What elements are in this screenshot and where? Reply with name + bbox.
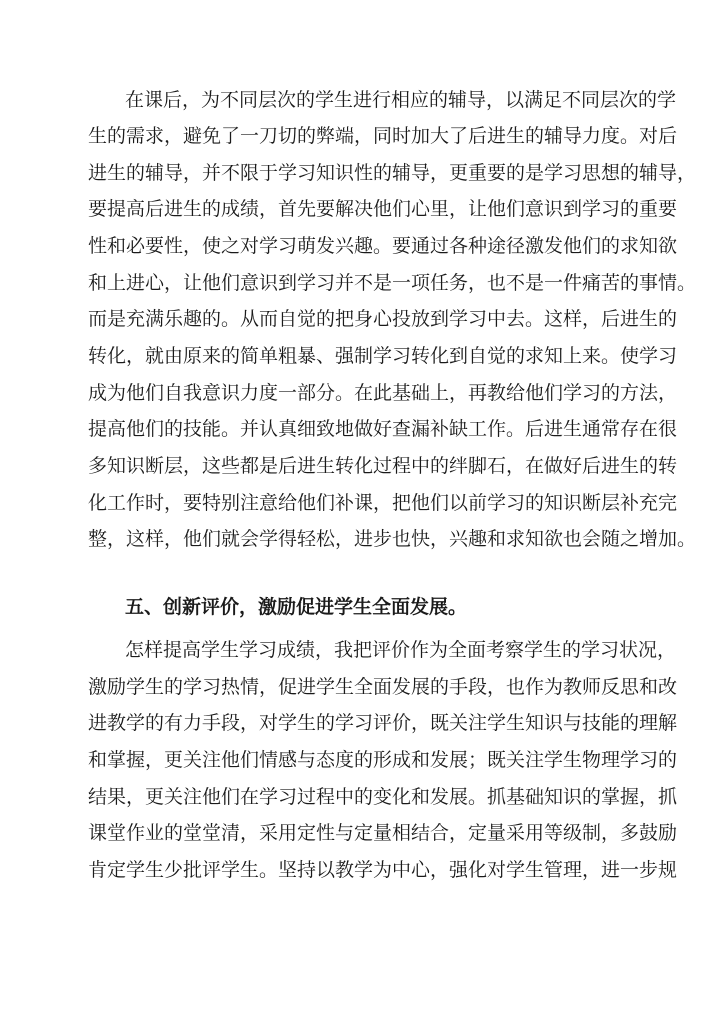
- paragraph-line: 进生的辅导，并不限于学习知识性的辅导，更重要的是学习思想的辅导，: [88, 162, 697, 184]
- paragraph-line: 成为他们自我意识力度一部分。在此基础上，再教给他们学习的方法，: [88, 382, 678, 404]
- paragraph-line: 整，这样，他们就会学得轻松，进步也快，兴趣和求知欲也会随之增加。: [88, 528, 697, 550]
- paragraph-line: 要提高后进生的成绩，首先要解决他们心里，让他们意识到学习的重要: [88, 198, 678, 220]
- paragraph-line: 肯定学生少批评学生。坚持以教学为中心，强化对学生管理，进一步规: [88, 859, 678, 881]
- paragraph-line: 和上进心，让他们意识到学习并不是一项任务，也不是一件痛苦的事情。: [88, 272, 697, 294]
- paragraph-line: 怎样提高学生学习成绩，我把评价作为全面考察学生的学习状况，: [125, 639, 677, 661]
- paragraph-line: 性和必要性，使之对学习萌发兴趣。要通过各种途径激发他们的求知欲: [88, 235, 678, 257]
- paragraph-line: 结果，更关注他们在学习过程中的变化和发展。抓基础知识的掌握，抓: [88, 786, 678, 808]
- paragraph-line: 转化，就由原来的简单粗暴、强制学习转化到自觉的求知上来。使学习: [88, 345, 678, 367]
- paragraph-line: 化工作时，要特别注意给他们补课，把他们以前学习的知识断层补充完: [88, 492, 678, 514]
- paragraph-line: 而是充满乐趣的。从而自觉的把身心投放到学习中去。这样，后进生的: [88, 308, 678, 330]
- paragraph-line: 生的需求，避免了一刀切的弊端，同时加大了后进生的辅导力度。对后: [88, 125, 678, 147]
- paragraph-line: 进教学的有力手段，对学生的学习评价，既关注学生知识与技能的理解: [88, 712, 678, 734]
- paragraph-line: 和掌握，更关注他们情感与态度的形成和发展；既关注学生物理学习的: [88, 749, 678, 771]
- paragraph-line: 在课后，为不同层次的学生进行相应的辅导，以满足不同层次的学: [125, 89, 677, 111]
- paragraph-line: 激励学生的学习热情，促进学生全面发展的手段，也作为教师反思和改: [88, 676, 678, 698]
- section-heading: 五、创新评价，激励促进学生全面发展。: [125, 596, 468, 618]
- paragraph-line: 课堂作业的堂堂清，采用定性与定量相结合，定量采用等级制，多鼓励: [88, 822, 678, 844]
- paragraph-line: 提高他们的技能。并认真细致地做好查漏补缺工作。后进生通常存在很: [88, 418, 678, 440]
- paragraph-line: 多知识断层，这些都是后进生转化过程中的绊脚石，在做好后进生的转: [88, 455, 678, 477]
